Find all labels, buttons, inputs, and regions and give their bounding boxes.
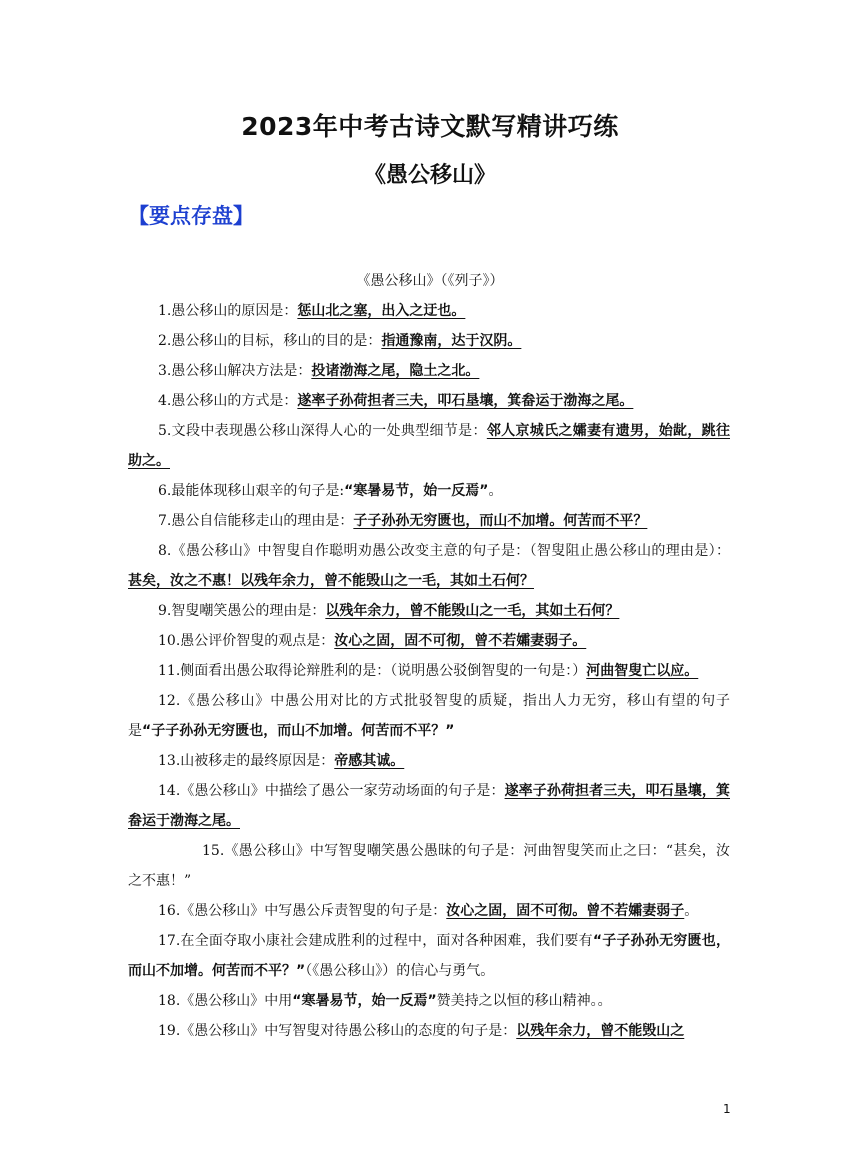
question-text: 11.侧面看出愚公取得论辩胜利的是：（说明愚公驳倒智叟的一句是：） (158, 663, 587, 679)
list-item (128, 476, 730, 506)
question-text: 7.愚公自信能移走山的理由是： (158, 513, 354, 529)
list-item (128, 776, 730, 836)
question-text: 4.愚公移山的方式是： (158, 393, 298, 409)
trailing-text: 。 (684, 903, 699, 919)
question-text: 1.愚公移山的原因是： (158, 303, 298, 319)
answer-text: 惩山北之塞，出入之迂也。 (297, 303, 466, 319)
question-text: 10.愚公评价智叟的观点是： (158, 633, 335, 649)
question-text: 6.最能体现移山艰辛的句子是: (158, 483, 345, 499)
list-item (128, 596, 730, 626)
list-item (128, 746, 730, 776)
trailing-text: 赞美持之以恒的移山精神。。 (436, 993, 612, 1009)
answer-text: 邻人京城氏之孀妻有遗男，始龀，跳往助之。 (128, 423, 730, 469)
list-item (128, 506, 730, 536)
page-title: 2023年中考古诗文默写精讲巧练 (241, 112, 619, 141)
trailing-text: 。 (488, 483, 503, 499)
answer-text: 甚矣，汝之不惠！以残年余力，曾不能毁山之一毛，其如土石何？ (128, 573, 534, 589)
answer-text: 指通豫南，达于汉阴。 (381, 333, 522, 349)
list-item (128, 656, 730, 686)
content-title: 《愚公移山》（《列子》） (356, 273, 504, 289)
list-item (128, 356, 730, 386)
list-item (128, 326, 730, 356)
question-text: 13.山被移走的最终原因是： (158, 753, 335, 769)
answer-text: “寒暑易节，始一反焉” (292, 993, 437, 1009)
list-item (128, 386, 730, 416)
question-text: 18.《愚公移山》中用 (158, 993, 293, 1009)
answer-text: “寒暑易节，始一反焉” (344, 483, 489, 499)
question-text: 15.《愚公移山》中写智叟嘲笑愚公愚昧的句子是：河曲智叟笑而止之曰：“甚矣，汝之不惠！” (128, 843, 730, 889)
list-item (128, 626, 730, 656)
section-label: 【要点存盘】 (128, 204, 254, 228)
answer-text: 子子孙孙无穷匮也，而山不加增。何苦而不平？ (353, 513, 648, 529)
answer-text: 帝感其诚。 (334, 753, 405, 769)
page-number: 1 (723, 1102, 731, 1116)
trailing-text: （《愚公移山》）的信心与勇气。 (305, 963, 495, 979)
list-item (128, 926, 730, 986)
answer-text: 遂率子孙荷担者三夫，叩石垦壤，箕畚运于渤海之尾。 (128, 783, 730, 829)
answer-text: 以残年余力，曾不能毁山之一毛，其如土石何？ (325, 603, 620, 619)
answer-text: “子子孙孙无穷匮也，而山不加增。何苦而不平？” (142, 723, 455, 739)
question-text: 16.《愚公移山》中写愚公斥责智叟的句子是： (158, 903, 447, 919)
answer-text: 汝心之固，固不可彻，曾不若孀妻弱子。 (334, 633, 587, 649)
list-item (128, 986, 730, 1016)
list-item (128, 836, 730, 896)
answer-text: 河曲智叟亡以应。 (586, 663, 699, 679)
question-text: 17.在全面夺取小康社会建成胜利的过程中，面对各种困难，我们要有 (158, 933, 593, 949)
list-item (128, 896, 730, 926)
answer-text: 投诸渤海之尾，隐土之北。 (311, 363, 480, 379)
question-text: 3.愚公移山解决方法是： (158, 363, 312, 379)
question-list (128, 296, 730, 1046)
question-text: 12.《愚公移山》中愚公用对比的方式批驳智叟的质疑，指出人力无穷，移山有望的句子是 (128, 693, 730, 739)
question-text: 8.《愚公移山》中智叟自作聪明劝愚公改变主意的句子是：（智叟阻止愚公移山的理由是）： (158, 543, 730, 559)
list-item (128, 416, 730, 476)
question-text: 19.《愚公移山》中写智叟对待愚公移山的态度的句子是： (158, 1023, 517, 1039)
question-text: 2.愚公移山的目标，移山的目的是： (158, 333, 382, 349)
answer-text: 以残年余力，曾不能毁山之 (516, 1023, 685, 1039)
question-text: 14.《愚公移山》中描绘了愚公一家劳动场面的句子是： (158, 783, 505, 799)
list-item (128, 1016, 730, 1046)
list-item (128, 536, 730, 596)
list-item (128, 686, 730, 746)
list-item (128, 296, 730, 326)
answer-text: 汝心之固，固不可彻。曾不若孀妻弱子 (446, 903, 685, 919)
question-text: 5.文段中表现愚公移山深得人心的一处典型细节是： (158, 423, 487, 439)
answer-text: “子子孙孙无穷匮也，而山不加增。何苦而不平？” (128, 933, 730, 979)
page-subtitle: 《愚公移山》 (363, 163, 496, 188)
answer-text: 遂率子孙荷担者三夫，叩石垦壤，箕畚运于渤海之尾。 (297, 393, 634, 409)
question-text: 9.智叟嘲笑愚公的理由是： (158, 603, 326, 619)
